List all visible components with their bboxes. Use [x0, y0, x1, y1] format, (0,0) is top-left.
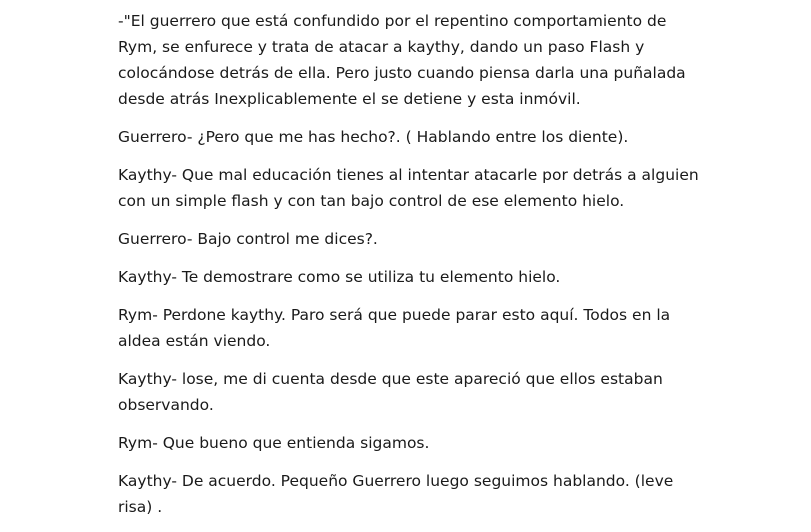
text-line: desde atrás Inexplicablemente el se detiene y esta inmóvil. [118, 90, 581, 108]
text-line: Rym- Que bueno que entienda sigamos. [118, 434, 430, 452]
text-line: risa) . [118, 498, 163, 516]
text-line: -"El guerrero que está confundido por el repentino comportamiento de [118, 12, 667, 30]
text-line: colocándose detrás de ella. Pero justo cuando piensa darla una puñalada [118, 64, 686, 82]
paragraph-dialogue-rym [118, 430, 798, 456]
text-line: Kaythy- Te demostrare como se utiliza tu elemento hielo. [118, 268, 561, 286]
paragraph-dialogue-guerrero [118, 226, 798, 252]
paragraph-dialogue-guerrero [118, 124, 798, 150]
paragraph-dialogue-kaythy [118, 162, 798, 214]
paragraph-dialogue-kaythy [118, 264, 798, 290]
text-line: Kaythy- De acuerdo. Pequeño Guerrero luego seguimos hablando. (leve [118, 472, 674, 490]
text-line: Rym, se enfurece y trata de atacar a kaythy, dando un paso Flash y [118, 38, 645, 56]
text-line: Rym- Perdone kaythy. Paro será que puede parar esto aquí. Todos en la [118, 306, 671, 324]
text-line: Kaythy- lose, me di cuenta desde que este apareció que ellos estaban [118, 370, 663, 388]
text-line: Guerrero- ¿Pero que me has hecho?. ( Hablando entre los diente). [118, 128, 629, 146]
paragraph-dialogue-kaythy [118, 366, 798, 418]
text-line: con un simple flash y con tan bajo control de ese elemento hielo. [118, 192, 625, 210]
paragraph-dialogue-rym [118, 302, 798, 354]
paragraph-dialogue-kaythy [118, 468, 798, 520]
document-page [118, 8, 798, 532]
text-line: observando. [118, 396, 214, 414]
paragraph-narration [118, 8, 798, 112]
text-line: aldea están viendo. [118, 332, 271, 350]
text-line: Kaythy- Que mal educación tienes al intentar atacarle por detrás a alguien [118, 166, 699, 184]
text-line: Guerrero- Bajo control me dices?. [118, 230, 378, 248]
